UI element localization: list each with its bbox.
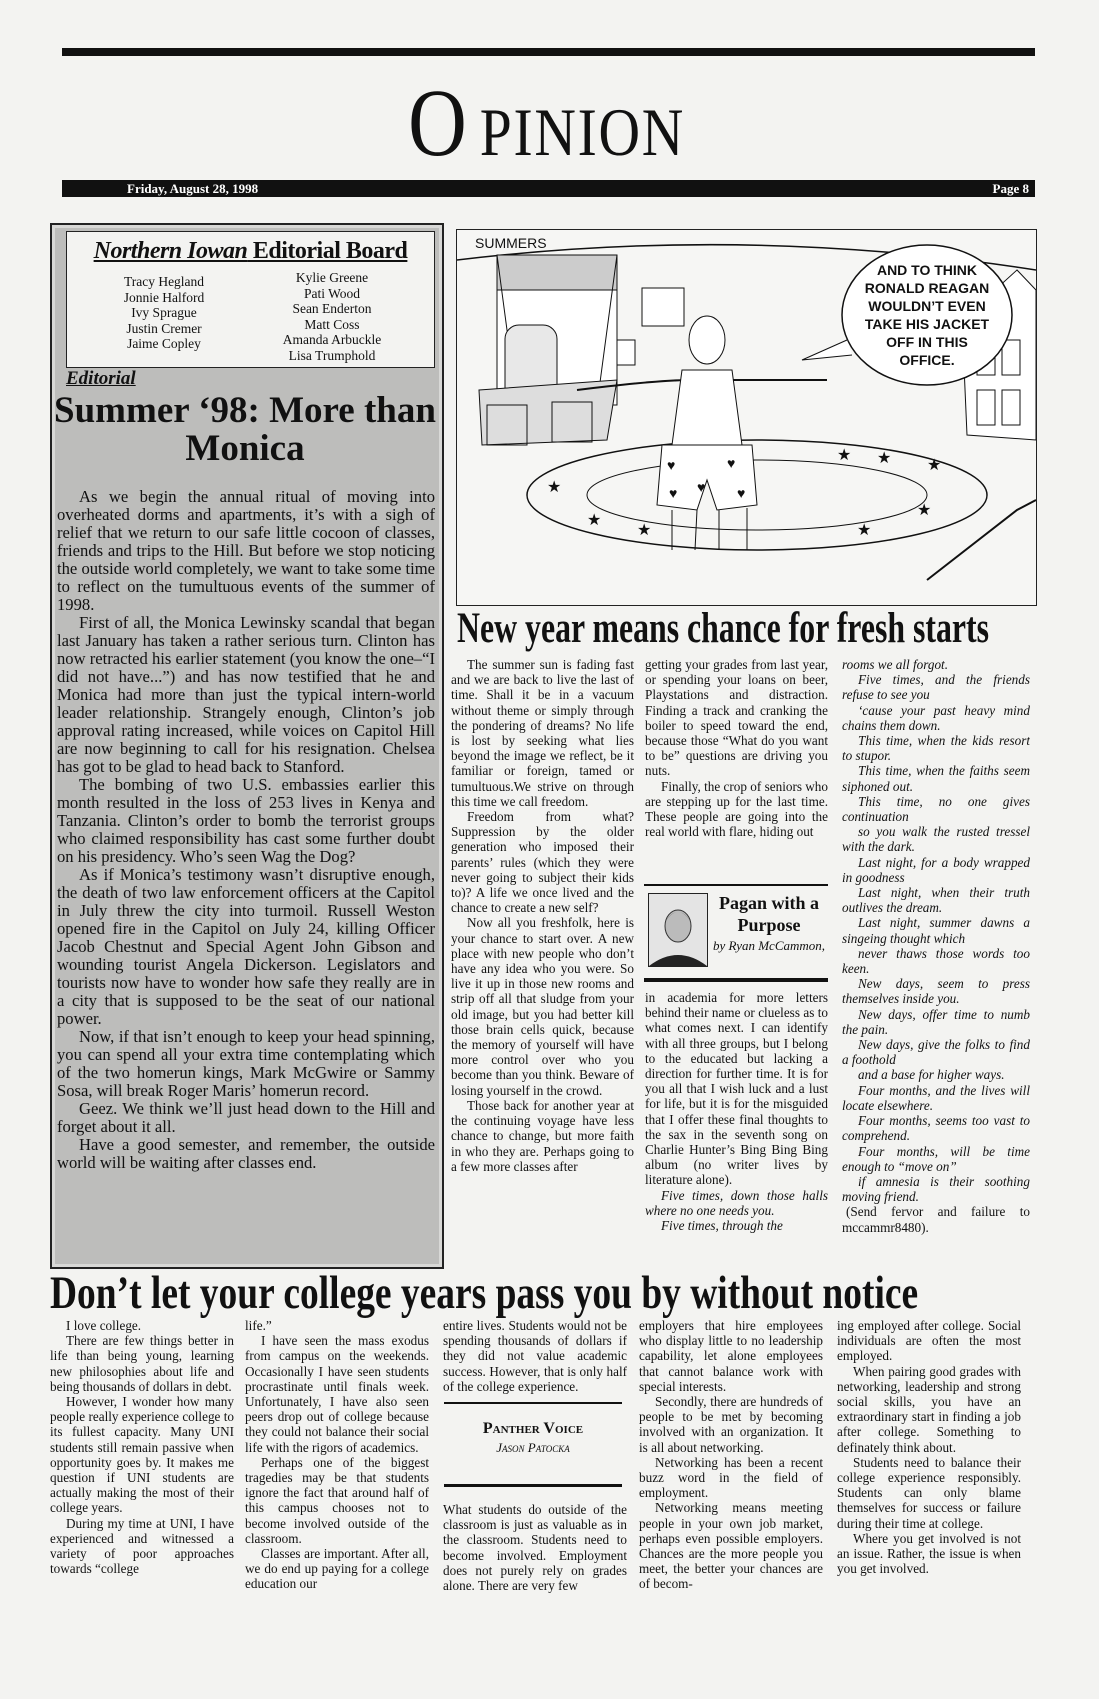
svg-text:★: ★ bbox=[927, 457, 942, 474]
svg-text:★: ★ bbox=[857, 522, 872, 539]
oval-rug bbox=[527, 440, 987, 550]
paragraph: What students do outside of the classroom is just as valuable as in the classroom. Students need to become involved. Employment does not purely rely on grades alone. There are very few bbox=[443, 1502, 627, 1594]
paragraph: However, I wonder how many people really experience college to its fullest capacity. Many UNI students still remain passive when opportunity goes by. It makes me question if UNI students are actually making the most of their college years. bbox=[50, 1394, 234, 1516]
paragraph: employers that hire employees who display little to no leadership capability, let alone employees that cannot balance work with special interests. bbox=[639, 1318, 823, 1394]
paragraph: Geez. We think we’ll just head down to the Hill and forget about it all. bbox=[57, 1099, 435, 1136]
paragraph: Finally, the crop of seniors who are stepping up for the last time. These people are going into the real world with flare, hiding out bbox=[645, 778, 828, 840]
paragraph: Where you get involved is not an issue. Rather, the issue is when you get involved. bbox=[837, 1530, 1021, 1577]
picture-frame-icon bbox=[617, 340, 635, 365]
column-title: Pagan with a Purpose bbox=[718, 893, 819, 935]
board-member-name: Tracy Hegland bbox=[123, 274, 205, 289]
editorial-board-title bbox=[67, 238, 434, 265]
speech-line: AND TO THINK bbox=[876, 262, 978, 278]
board-member-name: Jonnie Halford bbox=[123, 289, 205, 305]
board-member-name: Matt Coss bbox=[304, 316, 360, 332]
speech-line: RONALD REAGAN bbox=[864, 280, 990, 296]
page-number: Page 8 bbox=[992, 181, 1029, 196]
paragraph: Last night, summer dawns a singeing thought which bbox=[842, 915, 1030, 946]
panther-voice-title: Panther Voice bbox=[482, 1420, 584, 1437]
paragraph: The summer sun is fading fast and we are back to live the last of time. Shall it be in a vacuum without theme or simply through the pondering of dreams? No life is lost by seeking what lies beyond the image we reflect, be it familiar or foreign, tamed or tumultuous.We strive on through this time we call freedom. bbox=[451, 657, 634, 809]
column-text-col3 bbox=[842, 657, 1030, 1267]
board-member-name: Pati Wood bbox=[303, 285, 361, 301]
column-byline: by Ryan McCammon, bbox=[712, 938, 826, 953]
panther-voice-box bbox=[444, 1402, 622, 1487]
paragraph: New days, give the folks to find a foothold bbox=[842, 1037, 1030, 1068]
column-text-col1 bbox=[451, 657, 634, 1267]
speech-line: OFF IN THIS bbox=[886, 334, 968, 350]
speech-line: TAKE HIS JACKET bbox=[864, 316, 990, 332]
svg-text:★: ★ bbox=[837, 447, 852, 464]
paragraph: if amnesia is their soothing moving friend. bbox=[842, 1173, 1030, 1205]
paragraph: When pairing good grades with networking, leadership and strong social skills, you have an extraordinary start in finding a job after college. Something to definately think about. bbox=[837, 1363, 1021, 1455]
svg-text:★: ★ bbox=[637, 522, 652, 539]
board-member-name: Sean Enderton bbox=[292, 301, 372, 316]
editorial-board-box bbox=[66, 231, 435, 368]
svg-text:♥: ♥ bbox=[737, 487, 746, 502]
paragraph: As if Monica’s testimony wasn’t disruptive enough, the death of two law enforcement officers at the Capitol in July threw the city into turmoil. Russell Weston opened fire in the Capitol on July 24, killing Officer Jacob Chestnut and Special Agent John Gibson and wounding tourist Angela Dickerson. Legislators and tourists now have to wonder how safe they really are in a city that is supposed to be the seat of our national power. bbox=[57, 865, 435, 1028]
speech-line: WOULDN’T EVEN bbox=[868, 298, 986, 314]
column-text-col2-bottom bbox=[645, 990, 828, 1267]
bottom-text-col3-bottom bbox=[443, 1502, 627, 1618]
paragraph: The bombing of two U.S. embassies earlier this month resulted in the loss of 253 lives in Kenya and Tanzania. Clinton’s order to bomb the terrorist groups who claimed responsibility has cast some further doubt on his presidency. Who’s seen Wag the Dog? bbox=[57, 775, 435, 866]
paragraph: Five times, and the friends refuse to see you bbox=[842, 672, 1030, 703]
bottom-headline: Don’t let your college years pass you by without notice bbox=[50, 1267, 919, 1319]
paragraph: life.” bbox=[245, 1318, 272, 1333]
paragraph: Those back for another year at the continuing voyage have less chance to change, but more faith in who they are. Perhaps going to a few more classes after bbox=[451, 1097, 634, 1174]
paragraph: This time, no one gives continuation bbox=[842, 793, 1030, 825]
paragraph: Networking means meeting people in your own job market, perhaps even possible employers. Chances are the more people you meet, the better your chances are of becom- bbox=[639, 1500, 823, 1592]
paragraph: As we begin the annual ritual of moving into overheated dorms and apartments, it’s with a sigh of relief that we return to our safe little cocoon of classes, friends and trips to the Hill. But before we stop noticing the outside world completely, we want to take some time to reflect on the tumultuous events of the summer of 1998. bbox=[57, 488, 435, 614]
column-signature-box bbox=[644, 884, 828, 982]
paragraph: Four months, will be time enough to “move on” bbox=[842, 1143, 1030, 1174]
paragraph: Five times, through the bbox=[661, 1218, 783, 1234]
character-tank-top bbox=[672, 370, 742, 445]
editorial-label: Editorial bbox=[66, 368, 136, 389]
paragraph: Four months, seems too vast to comprehend. bbox=[842, 1113, 1030, 1144]
column-headline: New year means chance for fresh starts bbox=[457, 605, 989, 652]
paragraph: Secondly, there are hundreds of people to be met by becoming involved with an organization. It is all about networking. bbox=[639, 1394, 823, 1455]
svg-text:♥: ♥ bbox=[697, 481, 706, 496]
paragraph: Now all you freshfolk, here is your chance to start over. A new place with new people who don’t have any idea who you were. So live it up in those new rooms and strip off all that sludge from your old image, but you had better kill those brain cells quick, because the memory of yourself will have more control over who you become than you think. Beware of losing yourself in the crowd. bbox=[451, 915, 634, 1098]
bottom-text-col2 bbox=[245, 1318, 429, 1618]
paragraph: Have a good semester, and remember, the outside world will be waiting after classes end. bbox=[57, 1135, 435, 1172]
svg-text:♥: ♥ bbox=[669, 487, 678, 502]
paragraph: Classes are important. After all, we do end up paying for a college education our bbox=[245, 1546, 429, 1592]
paragraph: never thaws those words too keen. bbox=[842, 945, 1030, 977]
svg-text:★: ★ bbox=[877, 450, 892, 467]
board-member-name: Justin Cremer bbox=[126, 320, 202, 336]
bottom-text-col5 bbox=[837, 1318, 1021, 1618]
board-names-right bbox=[247, 270, 417, 363]
board-member-name: Lisa Trumphold bbox=[288, 347, 376, 363]
paragraph: I have seen the mass exodus from campus on the weekends. Occasionally I have seen students procrastinate until finals week. Unfortunately, I have also seen peers drop out of college because they could not balance their social life with the rigors of academics. bbox=[245, 1333, 429, 1455]
paragraph: During my time at UNI, I have experienced and witnessed a variety of poor approaches towards “college bbox=[50, 1515, 234, 1577]
column-contact: (Send fervor and failure to mccammr8480). bbox=[842, 1204, 1030, 1235]
paragraph: Networking has been a recent buzz word in the field of employment. bbox=[639, 1454, 823, 1501]
cartoon-drawing bbox=[457, 230, 1036, 605]
paragraph: This time, when the faiths seem siphoned out. bbox=[842, 763, 1030, 794]
svg-text:♥: ♥ bbox=[727, 457, 736, 472]
paragraph: entire lives. Students would not be spending thousands of dollars if they did not value academic success. However, that is only half of the college experience. bbox=[443, 1318, 627, 1394]
paragraph: First of all, the Monica Lewinsky scandal that began last January has taken a rather serious turn. Clinton has now retracted his earlier statement (you know the one–“I did not have...”) and has now testified that he and Monica had more than just the typical intern-world leader relationship. Strangely enough, Clinton’s job approval rating increased, while voices on Capitol Hill are now beginning to call for his resignation. Chelsea has got to be glad to head back to Stanford. bbox=[57, 613, 435, 776]
editorial-headline: Summer ‘98: More than Monica bbox=[54, 390, 436, 469]
svg-text:★: ★ bbox=[917, 502, 932, 519]
paragraph: so you walk the rusted tressel with the dark. bbox=[842, 824, 1030, 855]
paragraph: rooms we all forgot. bbox=[842, 657, 948, 672]
desk-icon bbox=[479, 380, 617, 445]
board-label: Editorial Board bbox=[247, 238, 408, 264]
paragraph: Five times, down those halls where no one needs you. bbox=[645, 1187, 828, 1218]
paragraph: Last night, for a body wrapped in goodness bbox=[842, 854, 1030, 885]
title-initial: O bbox=[407, 69, 469, 176]
board-names-left bbox=[79, 274, 249, 352]
paragraph: New days, offer time to numb the pain. bbox=[842, 1006, 1030, 1037]
paper-name: Northern Iowan bbox=[93, 238, 248, 264]
bottom-text-col3-top bbox=[443, 1318, 627, 1402]
cartoon-signature: SUMMERS bbox=[475, 235, 547, 251]
svg-text:♥: ♥ bbox=[667, 459, 676, 474]
board-member-name: Ivy Sprague bbox=[131, 305, 197, 320]
sofa-edge bbox=[927, 500, 1036, 580]
svg-text:★: ★ bbox=[587, 512, 602, 529]
paragraph: I love college. bbox=[66, 1318, 142, 1333]
issue-date: Friday, August 28, 1998 bbox=[127, 181, 259, 196]
wall-painting-icon bbox=[642, 288, 684, 326]
paragraph: Last night, when their truth outlives the dream. bbox=[842, 885, 1030, 916]
character-head bbox=[689, 316, 725, 364]
paragraph: and a base for higher ways. bbox=[858, 1067, 1005, 1083]
panther-voice-author: Jason Patocka bbox=[496, 1440, 570, 1455]
editorial-cartoon bbox=[456, 229, 1037, 606]
board-member-name: Kylie Greene bbox=[295, 270, 369, 285]
section-title bbox=[0, 69, 1099, 177]
paragraph: New days, seem to press themselves inside you. bbox=[842, 976, 1030, 1007]
svg-text:★: ★ bbox=[547, 479, 562, 496]
column-prose bbox=[645, 990, 828, 1188]
top-rule bbox=[62, 48, 1035, 56]
paragraph: ‘cause your past heavy mind chains them down. bbox=[842, 702, 1030, 733]
paragraph: Students need to balance their college experience responsibly. Students can only blame themselves for success or failure during their time at college. bbox=[837, 1454, 1021, 1531]
title-rest: PINION bbox=[479, 94, 685, 170]
paragraph: Perhaps one of the biggest tragedies may be that students ignore the fact that around half of this campus chooses not to become involved outside of the classroom. bbox=[245, 1454, 429, 1546]
columnist-photo bbox=[648, 893, 708, 967]
board-member-name: Jaime Copley bbox=[127, 336, 201, 351]
date-bar bbox=[62, 180, 1035, 197]
paragraph: getting your grades from last year, or spending your loans on beer, Playstations and distraction. Finding a track and cranking the boiler to speed toward the end, because those “What do you want to be” questions are driving you nuts. bbox=[645, 657, 828, 779]
column-poem-start bbox=[645, 1188, 828, 1234]
paragraph: This time, when the kids resort to stupor. bbox=[842, 733, 1030, 764]
paragraph: Four months, and the lives will locate elsewhere. bbox=[842, 1082, 1030, 1113]
paragraph: Now, if that isn’t enough to keep your head spinning, you can spend all your extra time contemplating which of the two homerun kings, Mark McGwire or Sammy Sosa, will break Roger Maris’ homerun record. bbox=[57, 1027, 435, 1100]
paragraph: in academia for more letters behind their name or clueless as to what comes next. I can identify with all three groups, but I belong to the educated but lacking a direction for further time. It is for you all that I wish luck and a lust for life, but it is for the misguided that I offer these final thoughts to the sax in the seventh song on Charlie Hunter’s Bing Bing Bing album (no writer lives by literature alone). bbox=[645, 990, 828, 1188]
column-text-col2-top bbox=[645, 657, 828, 882]
bottom-text-col1 bbox=[50, 1318, 234, 1618]
paragraph: There are few things better in life than being young, learning new philosophies about life and being thousands of dollars in debt. bbox=[50, 1333, 234, 1394]
speech-line: OFFICE. bbox=[899, 352, 955, 368]
column-poem bbox=[842, 657, 1030, 1204]
paragraph: ing employed after college. Social individuals are often the most employed. bbox=[837, 1318, 1021, 1364]
board-member-name: Amanda Arbuckle bbox=[282, 332, 382, 347]
bottom-text-col4 bbox=[639, 1318, 823, 1618]
editorial-body bbox=[57, 488, 435, 1258]
paragraph: Freedom from what? Suppression by the older generation who imposed their parents’ rules (which they were never going to subject their kids to)? A life we once lived and the chance to create a new self? bbox=[451, 809, 634, 916]
